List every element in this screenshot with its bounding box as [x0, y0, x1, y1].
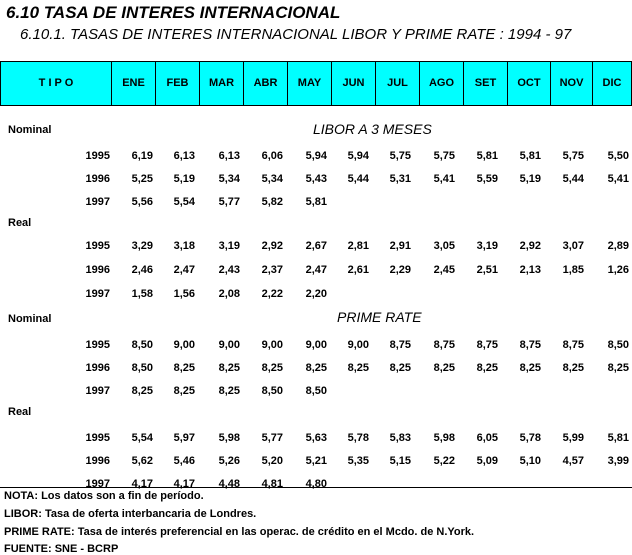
table-cell: 8,25	[347, 362, 369, 374]
table-cell: 5,77	[261, 432, 283, 444]
table-cell: 1,85	[562, 264, 584, 276]
header-month-set: SET	[463, 62, 507, 105]
table-cell: 2,43	[218, 264, 240, 276]
table-cell: 5,26	[218, 455, 240, 467]
header-month-oct: OCT	[507, 62, 550, 105]
table-cell: 2,92	[261, 240, 283, 252]
table-cell: 3,05	[433, 240, 455, 252]
table-header	[0, 61, 632, 106]
table-cell: 2,29	[389, 264, 411, 276]
table-cell: 8,25	[562, 362, 584, 374]
table-cell: 8,25	[476, 362, 498, 374]
table-cell: 2,47	[173, 264, 195, 276]
table-cell: 8,25	[131, 385, 153, 397]
table-cell: 5,78	[519, 432, 541, 444]
table-cell: 8,50	[131, 362, 153, 374]
row-group-label: Real	[8, 406, 32, 418]
header-tipo: T I P O	[38, 77, 74, 89]
table-cell: 5,25	[131, 173, 153, 185]
table-cell: 8,75	[519, 339, 541, 351]
table-cell: 2,08	[218, 288, 240, 300]
row-year: 1997	[85, 385, 110, 397]
table-cell: 8,75	[389, 339, 411, 351]
table-cell: 5,43	[305, 173, 327, 185]
row-year: 1996	[85, 173, 110, 185]
table-cell: 4,57	[562, 455, 584, 467]
table-cell: 8,75	[562, 339, 584, 351]
page-title: 6.10 TASA DE INTERES INTERNACIONAL	[6, 3, 341, 22]
table-cell: 8,25	[519, 362, 541, 374]
footnote-line: PRIME RATE: Tasa de interés preferencial en las operac. de crédito en el Mcdo. de N.York.	[4, 526, 475, 538]
table-cell: 2,13	[519, 264, 541, 276]
table-cell: 9,00	[173, 339, 195, 351]
table-cell: 5,19	[173, 173, 195, 185]
table-cell: 3,19	[476, 240, 498, 252]
table-cell: 8,25	[173, 385, 195, 397]
table-cell: 9,00	[261, 339, 283, 351]
table-cell: 2,89	[607, 240, 629, 252]
table-cell: 9,00	[305, 339, 327, 351]
table-cell: 5,63	[305, 432, 327, 444]
table-cell: 2,46	[131, 264, 153, 276]
table-cell: 2,67	[305, 240, 327, 252]
table-cell: 5,50	[607, 150, 629, 162]
table-cell: 5,94	[347, 150, 369, 162]
table-cell: 5,62	[131, 455, 153, 467]
table-cell: 6,06	[261, 150, 283, 162]
footnote-line: FUENTE: SNE - BCRP	[4, 543, 119, 555]
row-year: 1995	[85, 339, 110, 351]
table-cell: 2,81	[347, 240, 369, 252]
table-cell: 5,81	[519, 150, 541, 162]
row-year: 1997	[85, 196, 110, 208]
table-cell: 8,25	[607, 362, 629, 374]
header-month-ago: AGO	[419, 62, 463, 105]
table-cell: 4,48	[218, 478, 240, 490]
table-cell: 5,78	[347, 432, 369, 444]
table-cell: 5,82	[261, 196, 283, 208]
table-cell: 5,35	[347, 455, 369, 467]
table-cell: 5,21	[305, 455, 327, 467]
header-month-mar: MAR	[199, 62, 243, 105]
table-cell: 2,51	[476, 264, 498, 276]
table-cell: 2,45	[433, 264, 455, 276]
table-cell: 5,09	[476, 455, 498, 467]
row-year: 1996	[85, 362, 110, 374]
table-cell: 5,22	[433, 455, 455, 467]
table-cell: 5,31	[389, 173, 411, 185]
table-cell: 5,41	[607, 173, 629, 185]
table-cell: 5,75	[389, 150, 411, 162]
header-month-ene: ENE	[111, 62, 155, 105]
table-cell: 8,25	[305, 362, 327, 374]
table-cell: 8,25	[389, 362, 411, 374]
table-cell: 5,54	[173, 196, 195, 208]
table-cell: 2,20	[305, 288, 327, 300]
table-cell: 1,56	[173, 288, 195, 300]
table-subtitle: 6.10.1. TASAS DE INTERES INTERNACIONAL LIBOR Y PRIME RATE : 1994 - 97	[20, 26, 572, 43]
table-cell: 6,19	[131, 150, 153, 162]
table-cell: 2,37	[261, 264, 283, 276]
table-cell: 5,98	[218, 432, 240, 444]
table-cell: 8,50	[305, 385, 327, 397]
table-cell: 4,81	[261, 478, 283, 490]
table-cell: 5,77	[218, 196, 240, 208]
table-cell: 6,13	[218, 150, 240, 162]
footnote-line: LIBOR: Tasa de oferta interbancaria de Londres.	[4, 508, 257, 520]
table-cell: 5,75	[562, 150, 584, 162]
table-cell: 8,25	[433, 362, 455, 374]
table-cell: 2,92	[519, 240, 541, 252]
table-cell: 6,13	[173, 150, 195, 162]
table-cell: 2,91	[389, 240, 411, 252]
table-cell: 2,22	[261, 288, 283, 300]
table-cell: 1,26	[607, 264, 629, 276]
table-cell: 9,00	[218, 339, 240, 351]
table-cell: 5,44	[347, 173, 369, 185]
table-cell: 5,34	[218, 173, 240, 185]
header-month-jul: JUL	[375, 62, 419, 105]
table-cell: 8,50	[607, 339, 629, 351]
table-cell: 9,00	[347, 339, 369, 351]
table-cell: 8,75	[433, 339, 455, 351]
table-cell: 8,25	[218, 362, 240, 374]
header-month-nov: NOV	[550, 62, 592, 105]
header-month-abr: ABR	[243, 62, 287, 105]
table-bottom-rule	[0, 487, 632, 488]
table-cell: 8,50	[131, 339, 153, 351]
footnote-line: NOTA: Los datos son a fin de período.	[4, 490, 204, 502]
section-title: LIBOR A 3 MESES	[313, 121, 432, 137]
table-cell: 5,81	[476, 150, 498, 162]
table-cell: 8,25	[218, 385, 240, 397]
row-year: 1996	[85, 455, 110, 467]
table-cell: 5,10	[519, 455, 541, 467]
table-cell: 8,75	[476, 339, 498, 351]
table-cell: 1,58	[131, 288, 153, 300]
row-year: 1997	[85, 478, 110, 490]
section-title: PRIME RATE	[337, 309, 422, 325]
table-cell: 5,54	[131, 432, 153, 444]
table-cell: 2,47	[305, 264, 327, 276]
table-cell: 3,99	[607, 455, 629, 467]
table-cell: 5,75	[433, 150, 455, 162]
table-cell: 5,94	[305, 150, 327, 162]
header-month-may: MAY	[287, 62, 331, 105]
table-cell: 4,17	[131, 478, 153, 490]
row-group-label: Nominal	[8, 313, 52, 325]
table-cell: 6,05	[476, 432, 498, 444]
table-cell: 8,50	[261, 385, 283, 397]
table-cell: 5,41	[433, 173, 455, 185]
row-year: 1996	[85, 264, 110, 276]
table-cell: 5,59	[476, 173, 498, 185]
table-cell: 3,19	[218, 240, 240, 252]
row-group-label: Nominal	[8, 124, 52, 136]
row-group-label: Real	[8, 217, 32, 229]
table-cell: 3,18	[173, 240, 195, 252]
table-cell: 5,83	[389, 432, 411, 444]
row-year: 1995	[85, 432, 110, 444]
table-cell: 5,56	[131, 196, 153, 208]
table-cell: 5,97	[173, 432, 195, 444]
table-cell: 5,20	[261, 455, 283, 467]
table-cell: 8,25	[261, 362, 283, 374]
table-cell: 5,19	[519, 173, 541, 185]
table-cell: 3,29	[131, 240, 153, 252]
table-cell: 5,44	[562, 173, 584, 185]
table-cell: 4,80	[305, 478, 327, 490]
row-year: 1997	[85, 288, 110, 300]
table-cell: 5,15	[389, 455, 411, 467]
header-month-dic: DIC	[592, 62, 631, 105]
table-cell: 5,34	[261, 173, 283, 185]
table-cell: 4,17	[173, 478, 195, 490]
table-cell: 3,07	[562, 240, 584, 252]
table-cell: 8,25	[173, 362, 195, 374]
table-cell: 5,99	[562, 432, 584, 444]
table-cell: 5,98	[433, 432, 455, 444]
table-cell: 5,81	[305, 196, 327, 208]
table-cell: 5,46	[173, 455, 195, 467]
header-month-feb: FEB	[155, 62, 199, 105]
table-cell: 2,61	[347, 264, 369, 276]
row-year: 1995	[85, 240, 110, 252]
table-cell: 5,81	[607, 432, 629, 444]
row-year: 1995	[85, 150, 110, 162]
header-month-jun: JUN	[331, 62, 375, 105]
